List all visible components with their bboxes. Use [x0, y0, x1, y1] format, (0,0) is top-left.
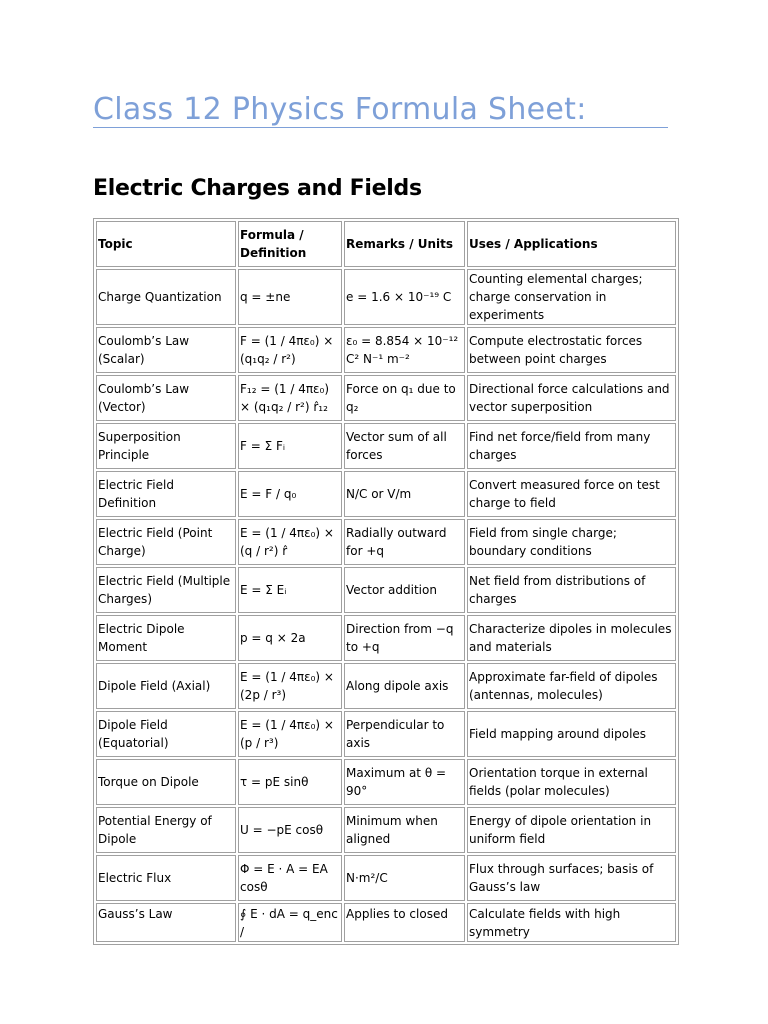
table-row — [96, 423, 676, 469]
cell-formula: E = (1 / 4πε₀) × (2p / r³) — [238, 663, 342, 709]
cell-remarks: Radially outward for +q — [344, 519, 465, 565]
cell-uses: Flux through surfaces; basis of Gauss’s law — [467, 855, 676, 901]
cell-topic: Electric Dipole Moment — [96, 615, 236, 661]
cell-formula: E = F / q₀ — [238, 471, 342, 517]
cell-formula: ∮ E · dA = q_enc / — [238, 903, 342, 942]
table-row — [96, 759, 676, 805]
table-row — [96, 327, 676, 373]
cell-remarks: Force on q₁ due to q₂ — [344, 375, 465, 421]
cell-uses: Counting elemental charges; charge conservation in experiments — [467, 269, 676, 325]
cell-topic: Electric Field Definition — [96, 471, 236, 517]
cell-formula: τ = pE sinθ — [238, 759, 342, 805]
cell-uses: Field mapping around dipoles — [467, 711, 676, 757]
cell-formula: F₁₂ = (1 / 4πε₀) × (q₁q₂ / r²) r̂₁₂ — [238, 375, 342, 421]
cell-remarks: Maximum at θ = 90° — [344, 759, 465, 805]
column-header-topic: Topic — [96, 221, 236, 267]
cell-uses: Net field from distributions of charges — [467, 567, 676, 613]
cell-topic: Potential Energy of Dipole — [96, 807, 236, 853]
table-row — [96, 711, 676, 757]
cell-remarks: Vector addition — [344, 567, 465, 613]
column-header-remarks: Remarks / Units — [344, 221, 465, 267]
cell-remarks: Direction from −q to +q — [344, 615, 465, 661]
cell-topic: Gauss’s Law — [96, 903, 236, 942]
cell-uses: Compute electrostatic forces between point charges — [467, 327, 676, 373]
section-heading: Electric Charges and Fields — [93, 176, 422, 201]
cell-uses: Approximate far-field of dipoles (antennas, molecules) — [467, 663, 676, 709]
cell-formula: E = (1 / 4πε₀) × (q / r²) r̂ — [238, 519, 342, 565]
table-row — [96, 471, 676, 517]
cell-remarks: Along dipole axis — [344, 663, 465, 709]
table-row — [96, 567, 676, 613]
cell-uses: Find net force/field from many charges — [467, 423, 676, 469]
cell-formula: E = (1 / 4πε₀) × (p / r³) — [238, 711, 342, 757]
cell-remarks: Applies to closed — [344, 903, 465, 942]
cell-uses: Orientation torque in external fields (polar molecules) — [467, 759, 676, 805]
table-header-row — [96, 221, 676, 267]
cell-uses: Directional force calculations and vector superposition — [467, 375, 676, 421]
cell-topic: Superposition Principle — [96, 423, 236, 469]
cell-uses: Characterize dipoles in molecules and materials — [467, 615, 676, 661]
cell-remarks: ε₀ = 8.854 × 10⁻¹² C² N⁻¹ m⁻² — [344, 327, 465, 373]
cell-remarks: N/C or V/m — [344, 471, 465, 517]
cell-remarks: N·m²/C — [344, 855, 465, 901]
table-row — [96, 807, 676, 853]
cell-topic: Torque on Dipole — [96, 759, 236, 805]
cell-formula: q = ±ne — [238, 269, 342, 325]
document-title-block — [93, 92, 668, 128]
table-row — [96, 903, 676, 942]
table-row — [96, 269, 676, 325]
cell-uses: Convert measured force on test charge to field — [467, 471, 676, 517]
document-title: Class 12 Physics Formula Sheet: — [93, 92, 587, 127]
table-row — [96, 615, 676, 661]
cell-topic: Dipole Field (Axial) — [96, 663, 236, 709]
column-header-uses: Uses / Applications — [467, 221, 676, 267]
cell-topic: Coulomb’s Law (Vector) — [96, 375, 236, 421]
cell-formula: F = Σ Fᵢ — [238, 423, 342, 469]
column-header-formula: Formula / Definition — [238, 221, 342, 267]
cell-topic: Electric Field (Point Charge) — [96, 519, 236, 565]
cell-formula: U = −pE cosθ — [238, 807, 342, 853]
cell-topic: Charge Quantization — [96, 269, 236, 325]
cell-formula: Φ = E · A = EA cosθ — [238, 855, 342, 901]
cell-uses: Field from single charge; boundary conditions — [467, 519, 676, 565]
cell-uses: Energy of dipole orientation in uniform field — [467, 807, 676, 853]
cell-topic: Coulomb’s Law (Scalar) — [96, 327, 236, 373]
cell-remarks: Minimum when aligned — [344, 807, 465, 853]
table-row — [96, 855, 676, 901]
cell-formula: E = Σ Eᵢ — [238, 567, 342, 613]
table-row — [96, 375, 676, 421]
table-row — [96, 519, 676, 565]
cell-topic: Electric Flux — [96, 855, 236, 901]
cell-remarks: e = 1.6 × 10⁻¹⁹ C — [344, 269, 465, 325]
cell-remarks: Perpendicular to axis — [344, 711, 465, 757]
table-row — [96, 663, 676, 709]
formula-table — [93, 218, 679, 945]
cell-formula: p = q × 2a — [238, 615, 342, 661]
cell-topic: Dipole Field (Equatorial) — [96, 711, 236, 757]
cell-uses: Calculate fields with high symmetry — [467, 903, 676, 942]
cell-formula: F = (1 / 4πε₀) × (q₁q₂ / r²) — [238, 327, 342, 373]
cell-remarks: Vector sum of all forces — [344, 423, 465, 469]
cell-topic: Electric Field (Multiple Charges) — [96, 567, 236, 613]
